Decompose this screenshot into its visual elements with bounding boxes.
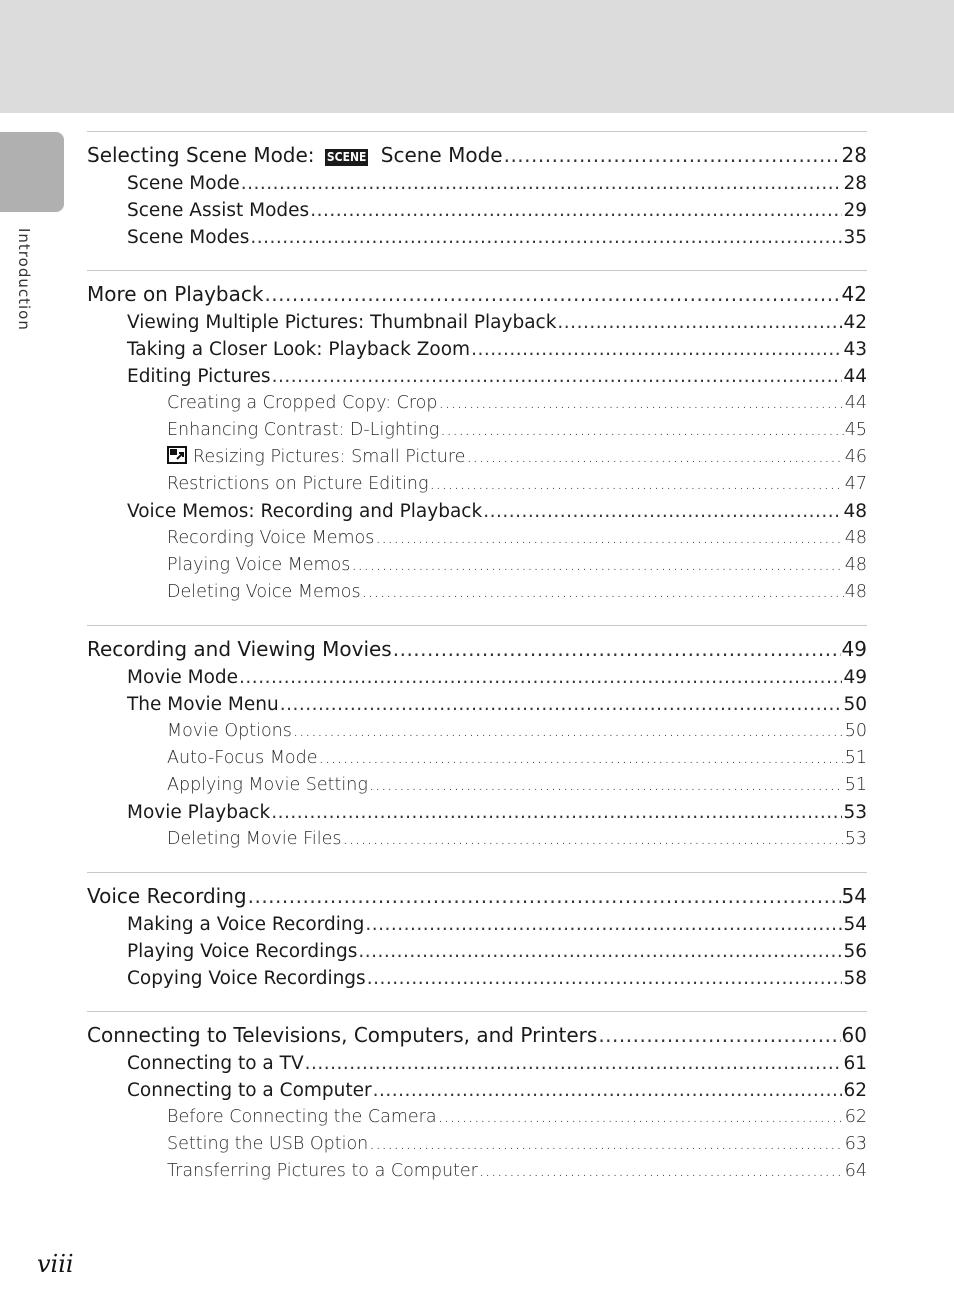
dot-leader [272, 363, 843, 390]
dot-leader [466, 444, 843, 471]
toc-topic-entry[interactable] [87, 772, 867, 799]
toc-page-number: 64 [844, 1161, 867, 1181]
toc-topic-entry[interactable] [87, 525, 867, 552]
section-gap [87, 606, 867, 625]
dot-leader [362, 579, 844, 606]
page-number: viii [37, 1250, 74, 1278]
toc-subsection-entry[interactable] [87, 938, 867, 965]
dot-leader [393, 634, 841, 664]
dot-leader [351, 552, 843, 579]
toc-subsection-entry[interactable] [87, 664, 867, 691]
toc-page-number: 61 [843, 1053, 867, 1074]
toc-page-number: 28 [843, 173, 867, 194]
toc-entry-title: Playing Voice Memos [167, 555, 351, 575]
toc-topic-entry[interactable] [87, 745, 867, 772]
dot-leader [373, 1077, 843, 1104]
dot-leader [319, 745, 844, 772]
toc-entry-title: Creating a Cropped Copy: Crop [167, 393, 438, 413]
toc-entry-title: Before Connecting the Camera [167, 1107, 437, 1127]
dot-leader [343, 826, 844, 853]
toc-entry-title: Scene Assist Modes [127, 200, 310, 221]
toc-entry-title: Transferring Pictures to a Computer [167, 1161, 478, 1181]
toc-subsection-entry[interactable] [87, 498, 867, 525]
toc-page-number: 60 [841, 1023, 867, 1047]
toc-entry-title: Connecting to Televisions, Computers, and Printers [87, 1023, 598, 1047]
toc-section [87, 872, 867, 992]
dot-leader [598, 1020, 840, 1050]
toc-entry-title: Connecting to a TV [127, 1053, 304, 1074]
toc-page-number: 42 [841, 282, 867, 306]
toc-page-number: 51 [844, 775, 867, 795]
dot-leader [369, 1131, 843, 1158]
toc-entry-title: Scene Modes [127, 227, 250, 248]
dot-leader [479, 1158, 844, 1185]
toc-topic-entry[interactable] [87, 552, 867, 579]
toc-subsection-entry[interactable] [87, 911, 867, 938]
dot-leader [471, 336, 842, 363]
header-band [0, 0, 954, 113]
toc-page-number: 62 [844, 1107, 867, 1127]
toc-page-number: 29 [843, 200, 867, 221]
toc-entry-title: Voice Recording [87, 884, 247, 908]
toc-page-number: 42 [843, 312, 867, 333]
toc-page-number: 48 [844, 528, 867, 548]
toc-page-number: 54 [841, 884, 867, 908]
toc-chapter-entry[interactable] [87, 881, 867, 911]
toc-entry-title: The Movie Menu [127, 694, 279, 715]
toc-entry-title: Viewing Multiple Pictures: Thumbnail Playback [127, 312, 557, 333]
toc-entry-title: Movie Mode [127, 667, 239, 688]
dot-leader [241, 170, 843, 197]
dot-leader [293, 718, 844, 745]
toc-chapter-entry[interactable] [87, 1020, 867, 1050]
toc-subsection-entry[interactable] [87, 799, 867, 826]
section-gap [87, 992, 867, 1011]
toc-page-number: 51 [844, 748, 867, 768]
dot-leader [264, 279, 840, 309]
toc-entry-title: Movie Options [167, 721, 292, 741]
dot-leader [310, 197, 842, 224]
scene-mode-icon: SCENE [326, 150, 367, 164]
dot-leader [305, 1050, 843, 1077]
toc-page-number: 47 [844, 474, 867, 494]
toc-page-number: 54 [843, 914, 867, 935]
dot-leader [369, 772, 844, 799]
toc-entry-title: Recording Voice Memos [167, 528, 375, 548]
toc-entry-title: Deleting Voice Memos [167, 582, 361, 602]
toc-page-number: 43 [843, 339, 867, 360]
toc-page-number: 53 [844, 829, 867, 849]
dot-leader [271, 799, 842, 826]
toc-entry-title: Voice Memos: Recording and Playback [127, 501, 483, 522]
toc-page-number: 35 [843, 227, 867, 248]
toc-subsection-entry[interactable] [87, 691, 867, 718]
small-picture-icon [167, 446, 187, 464]
toc-entry-title: Playing Voice Recordings [127, 941, 358, 962]
toc-entry-title: Taking a Closer Look: Playback Zoom [127, 339, 471, 360]
toc-topic-entry[interactable] [87, 471, 867, 498]
toc-subsection-entry[interactable] [87, 197, 867, 224]
toc-topic-entry[interactable] [87, 417, 867, 444]
toc-topic-entry[interactable] [87, 1131, 867, 1158]
dot-leader [439, 390, 844, 417]
toc-entry-title [87, 140, 503, 170]
toc-page-number: 45 [844, 420, 867, 440]
toc-entry-title: Deleting Movie Files [167, 829, 342, 849]
toc-entry-title: Editing Pictures [127, 366, 271, 387]
toc-subsection-entry[interactable] [87, 1050, 867, 1077]
toc-entry-title: Restrictions on Picture Editing [167, 474, 429, 494]
dot-leader [280, 691, 843, 718]
toc-topic-entry[interactable] [87, 826, 867, 853]
toc-subsection-entry[interactable] [87, 170, 867, 197]
chapter-tab-label: Introduction [15, 228, 33, 331]
toc-topic-entry[interactable] [87, 1158, 867, 1185]
toc-section [87, 270, 867, 606]
dot-leader [365, 911, 842, 938]
section-gap [87, 251, 867, 270]
dot-leader [367, 965, 843, 992]
toc-subsection-entry[interactable] [87, 363, 867, 390]
toc-topic-entry[interactable] [87, 718, 867, 745]
toc-subsection-entry[interactable] [87, 965, 867, 992]
toc-page-number: 50 [843, 694, 867, 715]
dot-leader [440, 417, 843, 444]
table-of-contents [87, 131, 867, 1185]
dot-leader [250, 224, 842, 251]
toc-topic-entry[interactable] [87, 390, 867, 417]
dot-leader [375, 525, 843, 552]
toc-page-number: 48 [843, 501, 867, 522]
toc-page-number: 49 [843, 667, 867, 688]
toc-entry-text: Resizing Pictures: Small Picture [193, 447, 466, 467]
dot-leader [429, 471, 843, 498]
toc-section [87, 625, 867, 853]
dot-leader [438, 1104, 844, 1131]
toc-section [87, 1011, 867, 1185]
toc-page-number: 49 [841, 637, 867, 661]
toc-entry-title: Applying Movie Setting [167, 775, 368, 795]
toc-page-number: 56 [843, 941, 867, 962]
toc-page-number: 48 [844, 582, 867, 602]
toc-chapter-entry[interactable] [87, 279, 867, 309]
toc-topic-entry[interactable] [87, 579, 867, 606]
toc-entry-title: Scene Mode [127, 173, 240, 194]
toc-page-number: 53 [843, 802, 867, 823]
toc-entry-title: Connecting to a Computer [127, 1080, 372, 1101]
toc-entry-title-prefix: Selecting Scene Mode: [87, 143, 321, 167]
toc-topic-entry[interactable] [87, 444, 867, 471]
dot-leader [483, 498, 842, 525]
dot-leader [557, 309, 842, 336]
dot-leader [248, 881, 841, 911]
toc-entry-title [167, 444, 465, 471]
dot-leader [239, 664, 842, 691]
section-gap [87, 853, 867, 872]
toc-page-number: 50 [844, 721, 867, 741]
dot-leader [358, 938, 842, 965]
toc-topic-entry[interactable] [87, 1104, 867, 1131]
toc-chapter-entry[interactable] [87, 140, 867, 170]
toc-subsection-entry[interactable] [87, 1077, 867, 1104]
toc-page-number: 63 [844, 1134, 867, 1154]
chapter-tab [0, 132, 64, 212]
toc-page-number: 28 [841, 143, 867, 167]
toc-page-number: 48 [844, 555, 867, 575]
toc-entry-title: Recording and Viewing Movies [87, 637, 392, 661]
toc-entry-title: Auto-Focus Mode [167, 748, 318, 768]
toc-entry-title: Movie Playback [127, 802, 271, 823]
toc-page-number: 62 [843, 1080, 867, 1101]
toc-entry-title: Making a Voice Recording [127, 914, 365, 935]
toc-subsection-entry[interactable] [87, 336, 867, 363]
toc-section [87, 131, 867, 251]
toc-page-number: 58 [843, 968, 867, 989]
toc-entry-title: More on Playback [87, 282, 264, 306]
toc-entry-title: Enhancing Contrast: D-Lighting [167, 420, 440, 440]
dot-leader [504, 140, 841, 170]
toc-page-number: 44 [843, 366, 867, 387]
toc-entry-title: Copying Voice Recordings [127, 968, 366, 989]
toc-chapter-entry[interactable] [87, 634, 867, 664]
toc-entry-title-suffix: Scene Mode [374, 143, 503, 167]
toc-page-number: 44 [844, 393, 867, 413]
toc-subsection-entry[interactable] [87, 224, 867, 251]
toc-subsection-entry[interactable] [87, 309, 867, 336]
toc-entry-title: Setting the USB Option [167, 1134, 369, 1154]
toc-page-number: 46 [844, 447, 867, 467]
